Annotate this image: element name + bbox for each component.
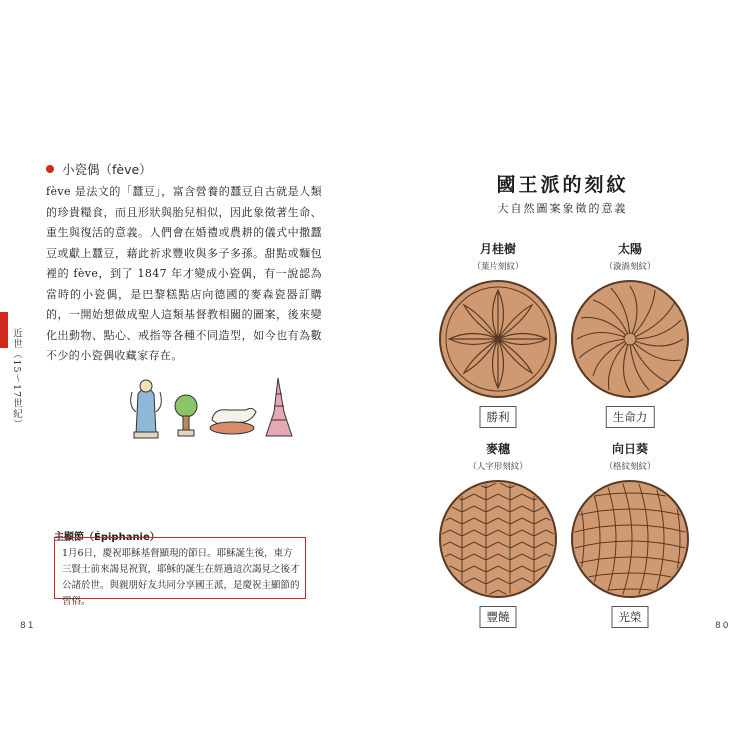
chapter-tab-marker <box>0 312 8 348</box>
pie-pattern: （格紋刻紋） <box>604 462 656 472</box>
right-page <box>375 0 750 750</box>
pie-laurel <box>423 240 573 424</box>
pie-wheat <box>423 440 573 624</box>
note-title-text: 主顯節（Épiphanie） <box>54 532 160 543</box>
sunflower-lattice-pattern-icon <box>569 478 691 600</box>
chapter-side-label: 近世（15～17世紀） <box>11 328 22 430</box>
bullet-dot-icon <box>46 165 54 173</box>
pie-name: 向日葵 <box>611 442 648 456</box>
pie-meaning: 生命力 <box>606 406 655 428</box>
pie-meaning: 勝利 <box>480 406 517 428</box>
eiffel-tower-figurine-icon <box>266 378 292 436</box>
pie-pattern: （人字形刻紋） <box>468 462 528 472</box>
sun-swirl-pattern-icon <box>569 278 691 400</box>
page-subtitle: 大自然圖案象徵的意義 <box>497 202 628 215</box>
cow-figurine-icon <box>210 408 256 434</box>
pie-meaning: 豐饒 <box>480 606 517 628</box>
pie-name: 月桂樹 <box>479 242 516 256</box>
pie-sunflower <box>555 440 705 624</box>
pie-pattern: （漩渦刻紋） <box>604 262 656 272</box>
pie-meaning: 光榮 <box>612 606 649 628</box>
page-title: 國王派的刻紋 <box>496 174 629 196</box>
section-heading <box>46 160 152 178</box>
pie-sun <box>555 240 705 424</box>
section-heading-text: 小瓷偶（fève） <box>62 162 152 177</box>
feve-figurines-illustration <box>128 372 298 442</box>
laurel-pattern-icon <box>437 278 559 400</box>
tree-figurine-icon <box>175 395 197 436</box>
page-number-left: 81 <box>20 621 36 631</box>
pie-name: 麥穗 <box>485 442 510 456</box>
pie-pattern: （葉片刻紋） <box>472 262 524 272</box>
angel-figurine-icon <box>131 380 162 438</box>
pie-name: 太陽 <box>617 242 642 256</box>
wheat-herringbone-pattern-icon <box>437 478 559 600</box>
page-number-right: 80 <box>715 621 731 631</box>
body-paragraph: fève 是法文的「蠶豆」，富含營養的蠶豆自古就是人類的珍貴糧食，而且形狀與胎兒相似，因此象徵著生命、重生與復活的意義。人們會在婚禮或農耕的儀式中撒蠶豆或獻上蠶豆，藉此祈求豐收與多子多孫。甜點或麵包裡的 fève，到了 1847 年才變成小瓷偶，有一說認為當時的小瓷偶，是巴黎糕點店向德國的麥森瓷器訂購的，一開始想做成聖人這類基督教相關的圖案，後來變化出動物、點心、戒指等各種不同造型，如今也有為數不少的小瓷偶收藏家存在。 <box>46 185 322 362</box>
note-text: 1月6日，慶祝耶穌基督顯現的節日。耶穌誕生後，東方三賢士前來謁見祝賀，耶穌的誕生在經過這次謁見之後才公諸於世。與親朋好友共同分享國王派，是慶祝主顯節的習俗。 <box>62 548 300 607</box>
